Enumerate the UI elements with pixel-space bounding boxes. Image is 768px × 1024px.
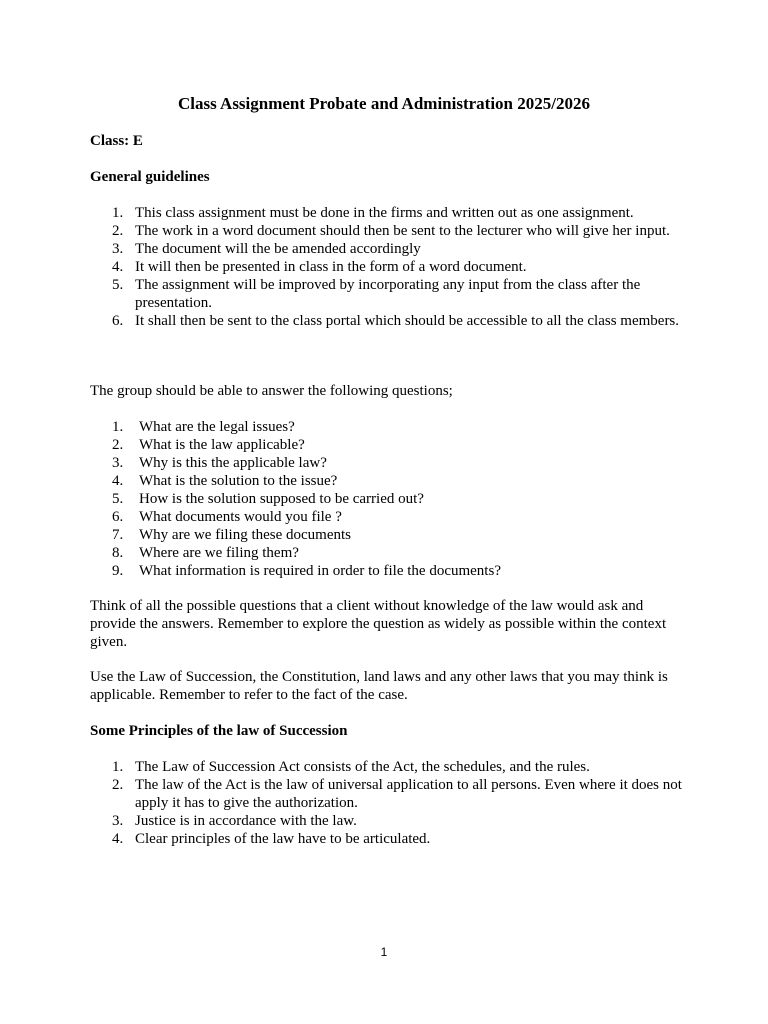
list-item-text: Why are we filing these documents bbox=[139, 527, 352, 543]
list-item bbox=[90, 490, 690, 508]
list-item bbox=[90, 776, 690, 812]
list-number: 4. bbox=[112, 259, 124, 275]
guidelines-list bbox=[90, 204, 690, 330]
list-number: 3. bbox=[112, 241, 124, 257]
class-line: Class: E bbox=[90, 133, 143, 149]
list-item bbox=[90, 454, 690, 472]
list-number: 6. bbox=[112, 509, 124, 525]
list-number: 4. bbox=[112, 831, 124, 847]
list-item-text: The Law of Succession Act consists of the Act, the schedules, and the rules. bbox=[135, 759, 590, 775]
list-item bbox=[90, 544, 690, 562]
list-item-text: The work in a word document should then be sent to the lecturer who will give her input. bbox=[135, 223, 670, 239]
list-item-text: Why is this the applicable law? bbox=[139, 455, 327, 471]
list-item-text: It will then be presented in class in the form of a word document. bbox=[135, 259, 527, 275]
list-item bbox=[90, 758, 690, 776]
list-item bbox=[90, 204, 690, 222]
list-number: 7. bbox=[112, 527, 124, 543]
list-item-text: What is the solution to the issue? bbox=[139, 473, 338, 489]
list-number: 8. bbox=[112, 545, 124, 561]
list-number: 1. bbox=[112, 419, 124, 435]
document-title: Class Assignment Probate and Administration 2025/2026 bbox=[178, 94, 590, 113]
list-item-text: What information is required in order to file the documents? bbox=[139, 563, 501, 579]
list-number: 2. bbox=[112, 437, 124, 453]
list-number: 2. bbox=[112, 223, 124, 239]
list-item bbox=[90, 812, 690, 830]
list-item bbox=[90, 276, 690, 312]
list-item-text: Where are we filing them? bbox=[139, 545, 299, 561]
list-number: 3. bbox=[112, 455, 124, 471]
guidelines-heading: General guidelines bbox=[90, 169, 210, 185]
list-item bbox=[90, 436, 690, 454]
list-item-text: This class assignment must be done in the firms and written out as one assignment. bbox=[135, 205, 634, 221]
paragraph-use: Use the Law of Succession, the Constitution, land laws and any other laws that you may think is applicable. Remember to refer to the fact of the case. bbox=[90, 669, 668, 703]
list-item-text: What documents would you file ? bbox=[139, 509, 342, 525]
list-item-text: It shall then be sent to the class portal which should be accessible to all the class members. bbox=[135, 313, 680, 329]
list-item bbox=[90, 240, 690, 258]
list-item-text: The assignment will be improved by incorporating any input from the class after the presentation. bbox=[135, 277, 641, 311]
list-item bbox=[90, 508, 690, 526]
list-item bbox=[90, 562, 690, 580]
list-item-text: How is the solution supposed to be carried out? bbox=[139, 491, 424, 507]
list-item bbox=[90, 312, 690, 330]
principles-heading: Some Principles of the law of Succession bbox=[90, 723, 348, 739]
list-number: 1. bbox=[112, 205, 124, 221]
principles-list bbox=[90, 758, 690, 848]
list-item-text: Clear principles of the law have to be articulated. bbox=[135, 831, 431, 847]
list-item-text: The document will the be amended accordingly bbox=[135, 241, 421, 257]
list-item-text: The law of the Act is the law of universal application to all persons. Even where it does not apply it has to give the authorization. bbox=[135, 777, 682, 811]
questions-list bbox=[90, 418, 690, 580]
list-number: 5. bbox=[112, 277, 124, 293]
list-item bbox=[90, 258, 690, 276]
list-number: 6. bbox=[112, 313, 124, 329]
list-number: 3. bbox=[112, 813, 124, 829]
list-item bbox=[90, 830, 690, 848]
list-item bbox=[90, 222, 690, 240]
list-item-text: What is the law applicable? bbox=[139, 437, 305, 453]
paragraph-think: Think of all the possible questions that a client without knowledge of the law would ask and provide the answers. Remember to explore the question as widely as possible within the context given. bbox=[90, 598, 667, 650]
list-item bbox=[90, 418, 690, 436]
list-item bbox=[90, 472, 690, 490]
list-number: 1. bbox=[112, 759, 124, 775]
list-item bbox=[90, 526, 690, 544]
list-number: 4. bbox=[112, 473, 124, 489]
list-item-text: What are the legal issues? bbox=[139, 419, 295, 435]
list-number: 5. bbox=[112, 491, 124, 507]
list-number: 2. bbox=[112, 777, 124, 793]
list-item-text: Justice is in accordance with the law. bbox=[135, 813, 357, 829]
questions-intro: The group should be able to answer the following questions; bbox=[90, 383, 453, 399]
list-number: 9. bbox=[112, 563, 124, 579]
page-number: 1 bbox=[380, 945, 388, 959]
